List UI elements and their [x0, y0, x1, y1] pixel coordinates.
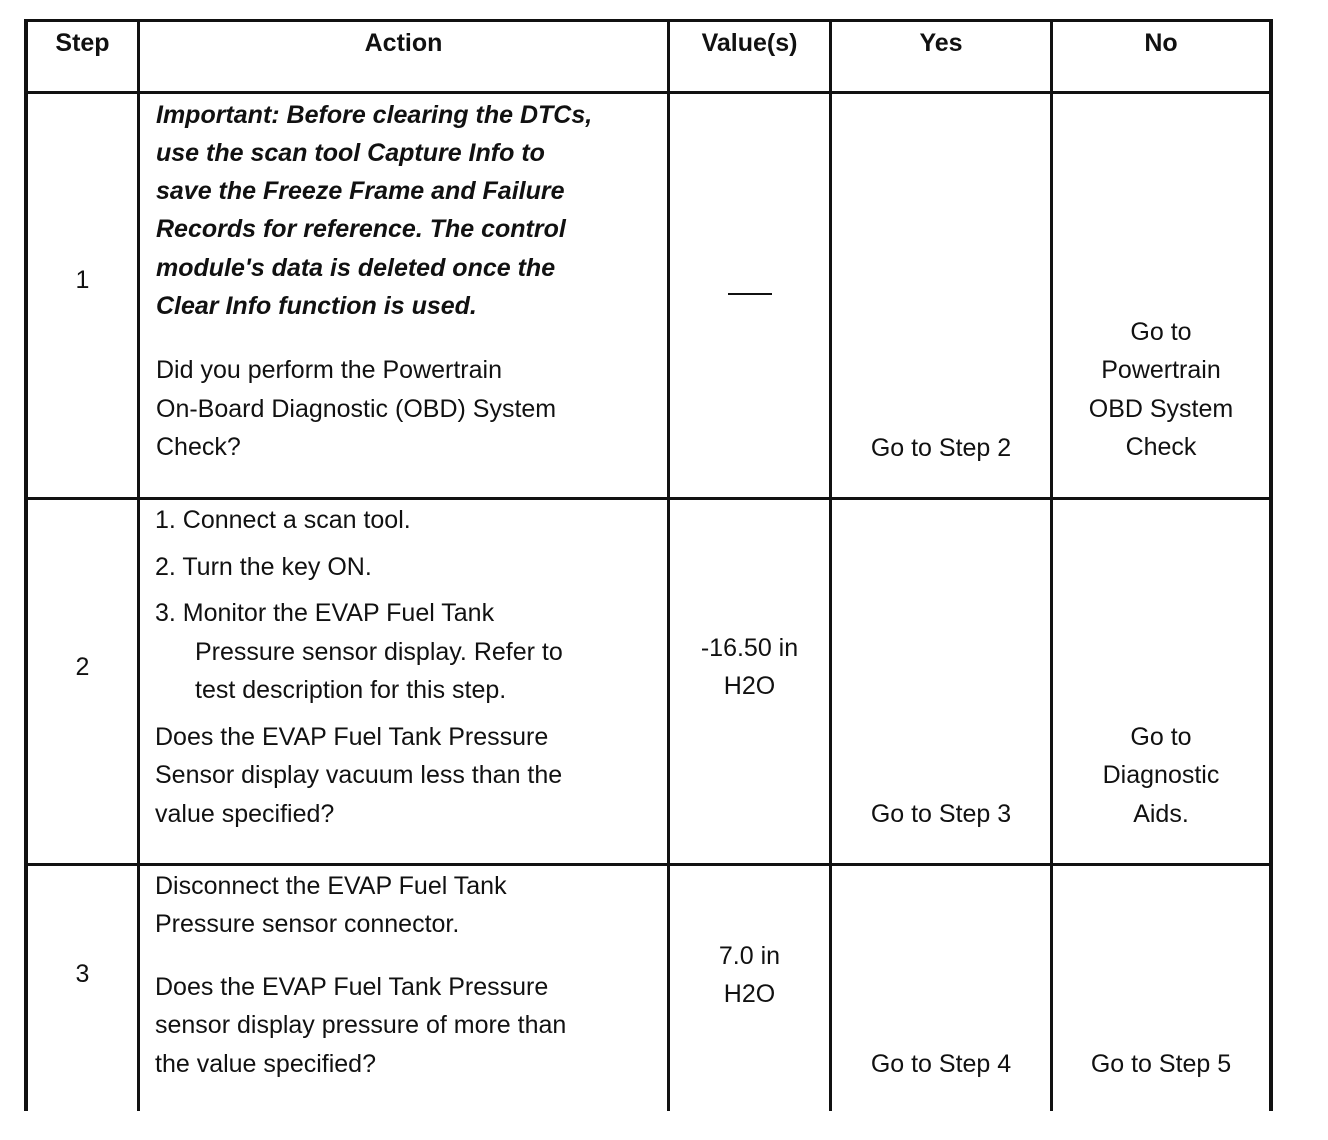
- table-border-right: [1269, 19, 1273, 1111]
- value-line: -16.50 in: [700, 634, 799, 662]
- action-question-line: On-Board Diagnostic (OBD) System: [156, 395, 557, 423]
- action-question-line: value specified?: [155, 800, 335, 828]
- value-line: H2O: [723, 980, 776, 1008]
- header-action: Action: [364, 29, 443, 57]
- action-question-line: Does the EVAP Fuel Tank Pressure: [155, 973, 549, 1001]
- action-instruction-line: Disconnect the EVAP Fuel Tank: [155, 872, 507, 900]
- step-number: 3: [75, 960, 90, 988]
- row-divider-2: [24, 863, 1273, 866]
- header-divider: [24, 91, 1273, 94]
- table-border-top: [24, 19, 1273, 22]
- column-divider-yes: [829, 19, 832, 1111]
- important-note-line: save the Freeze Frame and Failure: [156, 177, 565, 205]
- no-result-line: Go to: [1130, 318, 1192, 346]
- no-result-line: OBD System: [1088, 395, 1234, 423]
- action-question-line: Does the EVAP Fuel Tank Pressure: [155, 723, 549, 751]
- yes-result: Go to Step 3: [870, 800, 1012, 828]
- no-result-line: Powertrain: [1101, 356, 1221, 384]
- action-instruction-line: Pressure sensor connector.: [155, 910, 460, 938]
- yes-result: Go to Step 4: [870, 1050, 1012, 1078]
- table-border-left: [24, 19, 28, 1111]
- important-note-line: Records for reference. The control: [156, 215, 566, 243]
- value-line: 7.0 in: [718, 942, 781, 970]
- important-note-line: Clear Info function is used.: [156, 292, 477, 320]
- action-question-line: Sensor display vacuum less than the: [155, 761, 563, 789]
- no-result-line: Check: [1125, 433, 1197, 461]
- header-step: Step: [55, 29, 110, 57]
- important-note-line: Important: Before clearing the DTCs,: [156, 101, 593, 129]
- action-step-line: Pressure sensor display. Refer to: [195, 638, 563, 666]
- column-divider-no: [1050, 19, 1053, 1111]
- no-result-line: Aids.: [1133, 800, 1189, 828]
- no-result-line: Diagnostic: [1102, 761, 1220, 789]
- action-step-line: test description for this step.: [195, 676, 507, 704]
- step-number: 1: [75, 266, 90, 294]
- action-step-line: 3. Monitor the EVAP Fuel Tank: [155, 599, 495, 627]
- step-number: 2: [75, 653, 90, 681]
- action-step-line: 1. Connect a scan tool.: [155, 506, 411, 534]
- action-question-line: the value specified?: [155, 1050, 376, 1078]
- no-result: Go to Step 5: [1090, 1050, 1232, 1078]
- action-question-line: Check?: [156, 433, 241, 461]
- row-divider-1: [24, 497, 1273, 500]
- value-dash: [728, 293, 772, 295]
- value-line: H2O: [723, 672, 776, 700]
- column-divider-action: [137, 19, 140, 1111]
- action-question-line: sensor display pressure of more than: [155, 1011, 567, 1039]
- important-note-line: module's data is deleted once the: [156, 254, 556, 282]
- header-values: Value(s): [701, 29, 798, 57]
- yes-result: Go to Step 2: [870, 434, 1012, 462]
- action-step-line: 2. Turn the key ON.: [155, 553, 372, 581]
- action-question-line: Did you perform the Powertrain: [156, 356, 502, 384]
- no-result-line: Go to: [1130, 723, 1192, 751]
- column-divider-values-lower: [667, 499, 670, 1111]
- header-yes: Yes: [919, 29, 963, 57]
- important-note-line: use the scan tool Capture Info to: [156, 139, 545, 167]
- header-no: No: [1144, 29, 1178, 57]
